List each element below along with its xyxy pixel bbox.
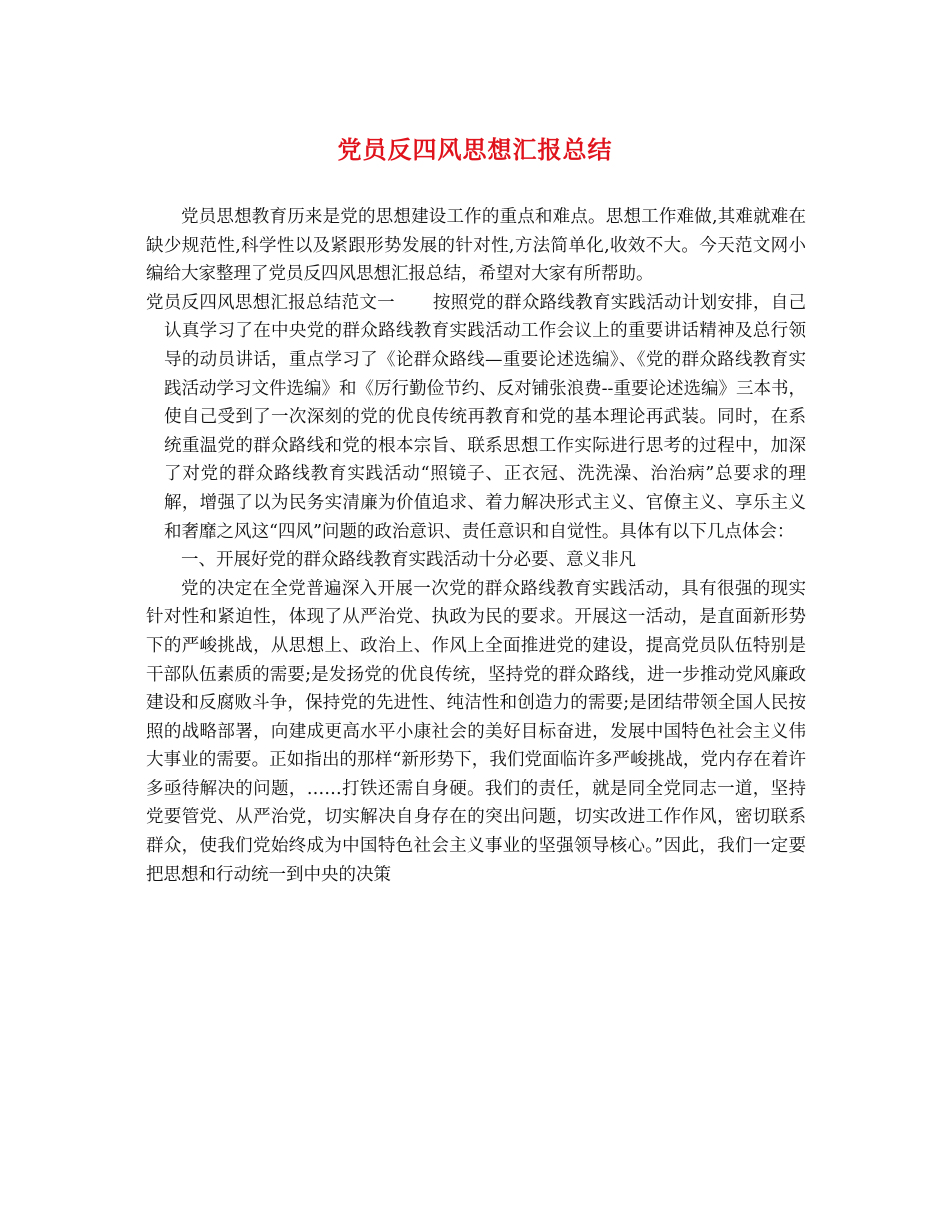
document-title: 党员反四风思想汇报总结 [337,135,613,164]
sample-text: 按照党的群众路线教育实践活动计划安排，自己认真学习了在中央党的群众路线教育实践活动工作会议上的重要讲话精神及总行领导的动员讲话，重点学习了《论群众路线—重要论述选编》、《党的群众路线教育实践活动学习文件选编》和《厉行勤俭节约、反对铺张浪费--重要论述选编》三本书，使自己受到了一次深刻的党的优良传统再教育和党的基本理论再武装。同时，在系统重温党的群众路线和党的根本宗旨、联系思想工作实际进行思考的过程中，加深了对党的群众路线教育实践活动“照镜子、正衣冠、洗洗澡、治治病”总要求的理解，增强了以为民务实清廉为价值追求、着力解决形式主义、官僚主义、享乐主义和奢靡之风这“四风”问题的政治意识、责任意识和自觉性。具体有以下几点体会： [164,292,807,542]
document-body [146,203,806,889]
intro-paragraph: 党员思想教育历来是党的思想建设工作的重点和难点。思想工作难做,其难就难在缺少规范性,科学性以及紧跟形势发展的针对性,方法简单化,收效不大。今天范文网小编给大家整理了党员反四风思想汇报总结，希望对大家有所帮助。 [146,207,806,285]
sample-paragraph [146,289,806,546]
section-paragraph: 党的决定在全党普遍深入开展一次党的群众路线教育实践活动，具有很强的现实针对性和紧迫性，体现了从严治党、执政为民的要求。开展这一活动，是直面新形势下的严峻挑战，从思想上、政治上、作风上全面推进党的建设，提高党员队伍特别是干部队伍素质的需要;是发扬党的优良传统，坚持党的群众路线，进一步推动党风廉政建设和反腐败斗争，保持党的先进性、纯洁性和创造力的需要;是团结带领全国人民按照的战略部署，向建成更高水平小康社会的美好目标奋进，发展中国特色社会主义伟大事业的需要。正如指出的那样“新形势下，我们党面临许多严峻挑战，党内存在着许多亟待解决的问题，……打铁还需自身硬。我们的责任，就是同全党同志一道，坚持党要管党、从严治党，切实解决自身存在的突出问题，切实改进工作作风，密切联系群众，使我们党始终成为中国特色社会主义事业的坚强领导核心。”因此，我们一定要把思想和行动统一到中央的决策 [146,578,806,885]
section-heading: 一、开展好党的群众路线教育实践活动十分必要、意义非凡 [181,550,636,571]
sample-label: 党员反四风思想汇报总结范文一 [146,292,395,313]
